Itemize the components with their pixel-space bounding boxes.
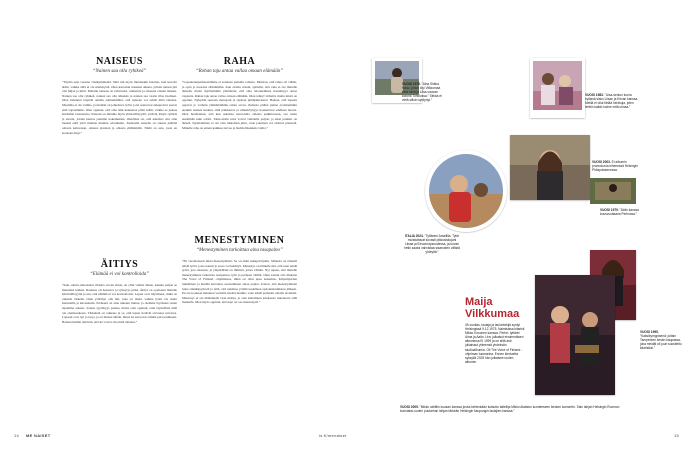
- photo-italia: [429, 154, 503, 228]
- caption-1979: [600, 208, 640, 216]
- profile-name-line1: Maija: [465, 296, 493, 308]
- raha-section: [182, 56, 297, 217]
- raha-title: RAHA: [223, 56, 256, 67]
- aitiys-section: [62, 259, 177, 423]
- caption-1978-year: VUOSI 1978.: [402, 82, 421, 86]
- caption-1995: [640, 330, 684, 350]
- caption-italia: [404, 234, 460, 254]
- caption-2005: [400, 405, 630, 413]
- photo-italia-ring: [425, 150, 507, 232]
- photo-1983-frame: [530, 58, 585, 118]
- profile: [465, 296, 525, 364]
- menestyminen-subtitle: “Menestyminen tarkoittaa aina tasapaino”: [196, 248, 283, 253]
- aitiys-subtitle: “Elämää ei voi kontrolloida”: [89, 272, 150, 277]
- aitiys-body: ”Kun odotin esikoistani viidetta vuotta sitten, en ollut valmis siihen, kuinka paljon se muuttaisi kaiken. Raskaus oli haastava ja synnytys pitkä. Äitiys on opettanut minulle kärsivällisyyttä ja sen, että elämää ei voi kontrolloida. Lapset ovat näyttäneet, mikä on oikeasti tärkeää. Olen yrittänyt olla äiti, joka on läsnä, vaikka työni vie usein kiertueille ja kuvauksiin. Perheeni on aina tukenut minua, ja olemme löytäneet oman tapamme arkeen. Joskus syyllisyys painaa, mutta olen oppinut, ettei täydellistä äitiä ole olemassakaan. Tärkeintä on rakkaus ja se, että lapset tietävät olevansa turvassa. Lapseni ovat nyt jo isoja, ja on ihanaa nähdä, miten he kasvavat omiksi persoonikseen. Haluan heidän tietävän, että he voivat olla mitä tahansa.”: [62, 283, 177, 324]
- menestyminen-title: MENESTYMINEN: [194, 235, 285, 246]
- footer-center-label: is.fi/menaiset: [319, 433, 347, 438]
- caption-2003: [592, 160, 638, 172]
- raha-subtitle: “Rohan taju antaa vallaa omaan elämään”: [195, 69, 284, 74]
- caption-2005-text: ”Mikko valittiin kuvaan kanssa jonka kehenkään kutsuttu taiteilija Mikko Alatalon luonteeseen kesken konsertin. Sain lahjan Helsingin Roomon kunniaksi uuden puutarhan lahjan tärkeän Helsingin kaupungin laulajien kanssa.”: [400, 405, 620, 413]
- caption-2003-text: Ei albumin promokuvia eihenessä Helsingin Philapolssenessa.: [592, 160, 638, 172]
- caption-1995-year: VUOSI 1995.: [640, 330, 659, 334]
- caption-2005-year: VUOSI 2005.: [400, 405, 419, 409]
- photo-1979: [590, 178, 636, 204]
- aitiys-title: ÄITIYS: [100, 259, 139, 270]
- naiseus-body: ”Täytän ensi vuonna viisikymmentä. Siitä tuli myös muidenkin huomio, kun kerroin ikäni, vaikka sillä ei ole merkitystä. Olen kasvanut naiseksi aikana, jolloin naisen piti olla hiljaa ja kiltti. Minulle naiseus on vahvuutta, rohkeutta ja oikeutta omaan ääneen. Nainen saa olla ryhikeä, nainen saa olla äänekäs ja nainen saa vaatia tilaa itselleen. Olen halunnut näyttää omalla esimerkilläni, että naisena voi tehdä mitä tahansa. Maailma ei ole valmis, ja meidän on jatkettava työtä, jotta seuraavat sukupolvet saavat elää vapaammin. Olen oppinut, että oma ääni kannattaa pitää esillä, vaikka se joskus herättäisi vastustusta. Naiseus on minulle myös yhteisöllisyyttä: ystäviä, äitejä, tyttäriä ja sisaria, joiden kanssa jaamme kokemuksia. Oleellista on, että uskaltaa olla oma itsensä eikä yritä mahtua muiden odotuksiin. Jokaisella naisella on oikeus päättää omasta kehostaan, omasta ajastaan ja omasta elämästään. Tämä on asia, josta en koskaan tingi.”: [62, 80, 177, 135]
- caption-1995-text: ”Kaksikymppisenä: joitain Tampereen kesän kaupassa, joka meidät oli juuri suositeltu kitarisiksi.”: [640, 334, 682, 350]
- caption-1978-text: ”Aina Sirkka Hasu, johon löyi Vilkkumaa eikä minä ja Liisa-vauvan kotona Toholossa.” Sirkka ei vielä silloin syntynyt.”: [402, 82, 442, 102]
- naiseus-title: NAISEUS: [96, 56, 143, 67]
- footer-left-page: 14: [14, 433, 20, 438]
- caption-1978: [402, 82, 442, 102]
- caption-1983-text: ”Liisa-serkun luona kylässä sisko Liisan ja Eevan kanssa. Meillä ei ollut tietää herkkuja, joten tehtiin kaikki kolme mitä uimaa.”: [585, 93, 639, 109]
- caption-2003-year: VUOSI 2003.: [592, 160, 611, 164]
- profile-bio: 49-vuotias, laulaja ja lauluntekijä syntyi Helsingissä 9.12.1975. Naimisissa kitaristi Mikko Kosonen kanssa. Perhe: tyttäret Alma ja Aalto. Ura: julkaisut ensimmäisen albuminsa Ei 1999 ja on siitä asti julkaissut yhteensä yhdeksän studioalbumia. Oli The Voice of Finland -ohjelman tuomarina. Ennen kiertuetta syksyllä 2025 hän julkaisee uuden albumin.: [465, 323, 525, 364]
- caption-italia-year: ITALIA 2024.: [404, 234, 424, 238]
- caption-1983-year: VUOSI 1983.: [585, 93, 604, 97]
- profile-name-line2: Vilkkumaa: [465, 308, 520, 320]
- photo-1983: [533, 61, 582, 110]
- naiseus-subtitle: “Nainen saa olla ryhikeä”: [92, 69, 147, 74]
- footer-left-label: ME NAISET: [26, 433, 51, 438]
- caption-1983: [585, 93, 639, 109]
- menestyminen-section: [182, 235, 297, 424]
- naiseus-section: [62, 56, 177, 248]
- caption-italia-text: ”Tyttäreni Amallilla, Tytöt muistuttavat kovasti pikkusiskojani Liisaa ja Eevaa lapsuudessa, ja kuvan hetki saatoi vahvistaa sisarusten välistä yhteyttä.”: [404, 234, 460, 254]
- footer-right-page: 15: [674, 433, 680, 438]
- caption-1979-text: ”Äidin kanssa kuusvuotiaana Perhossa.”: [600, 208, 639, 216]
- photo-2005: [535, 275, 615, 395]
- caption-1979-year: VUOSI 1979.: [600, 208, 619, 212]
- photo-2003: [510, 135, 590, 200]
- raha-body: ”Lapsuudenperheessämme ei koskaan puhuttu rahasta. Muistan, että rahaa oli vähän, ja opin jo nuorena säästämään. Kun aloitin uraani, ajattelin, että raha ei ole minulle tärkeää, mutta myöhemmin ymmärsin, että oma taloudellinen itsenäisyys antaa vapautta. Rahan taju antaa valtaa omaan elämään. Olen tehnyt virheitä, mutta niistä on oppinut. Nykyään seuraan menojani ja sijoitan pitkäjänteisesti. Haluan, että lapseni oppivat jo varhain ymmärtämään rahan arvon. Rahasta pitäisi puhua avoimemmin etenkin naisten kesken, sillä palkkaerot ja eläkeköyhyys koskettavat edelleen monia. Olen huomannut, että kun uskaltaa neuvotella omasta palkkiostaan, saa usein enemmän kuin odotti. Taide-alalla tulot voivat vaihdella paljon, ja siksi puskuri on tärkeä. Sijoittaminen ei ole vain rikkaiden juttu, vaan jokainen voi aloittaa pienestä. Minulle raha on ennen kaikkea turvaa ja mahdollisuuksia valita.”: [182, 80, 297, 130]
- menestyminen-body: ”En varsinaisesti mieti menestymistä. Se on ehkä sukupolvijuttu. Minusta on tärkeää tehdä työtä, josta nauttii ja jossa voi kehittyä. Menestys on minulle sitä, että saan tehdä työtä, jota rakastan, ja ympärilläni on ihmisiä, joista välitän. Nyt tajuan, että minulle menestyminen tarkoittaa tasapainoa työn ja perheen välillä. Olen saanut olla mukana The Voice of Finland -ohjelmassa, mikä on ollut upea kokemus. Kilpailijoiden tukeminen ja heidän kasvunsa seuraaminen antaa paljon. Uskon, että menestyminen tulee sinnikkyydestä ja siitä, että uskaltaa yrittää uudelleen epäonnistumisten jälkeen. En ole koskaan halunnut vertailla itseäni muihin, vaan tehdä parhaani omalla tavallani. Menestys ei ole määränpää vaan matka, ja olen kiitollinen jokaisesta askeleesta sillä matkalla. Olen myös oppinut, että lepo on osa menestystä.”: [182, 259, 297, 305]
